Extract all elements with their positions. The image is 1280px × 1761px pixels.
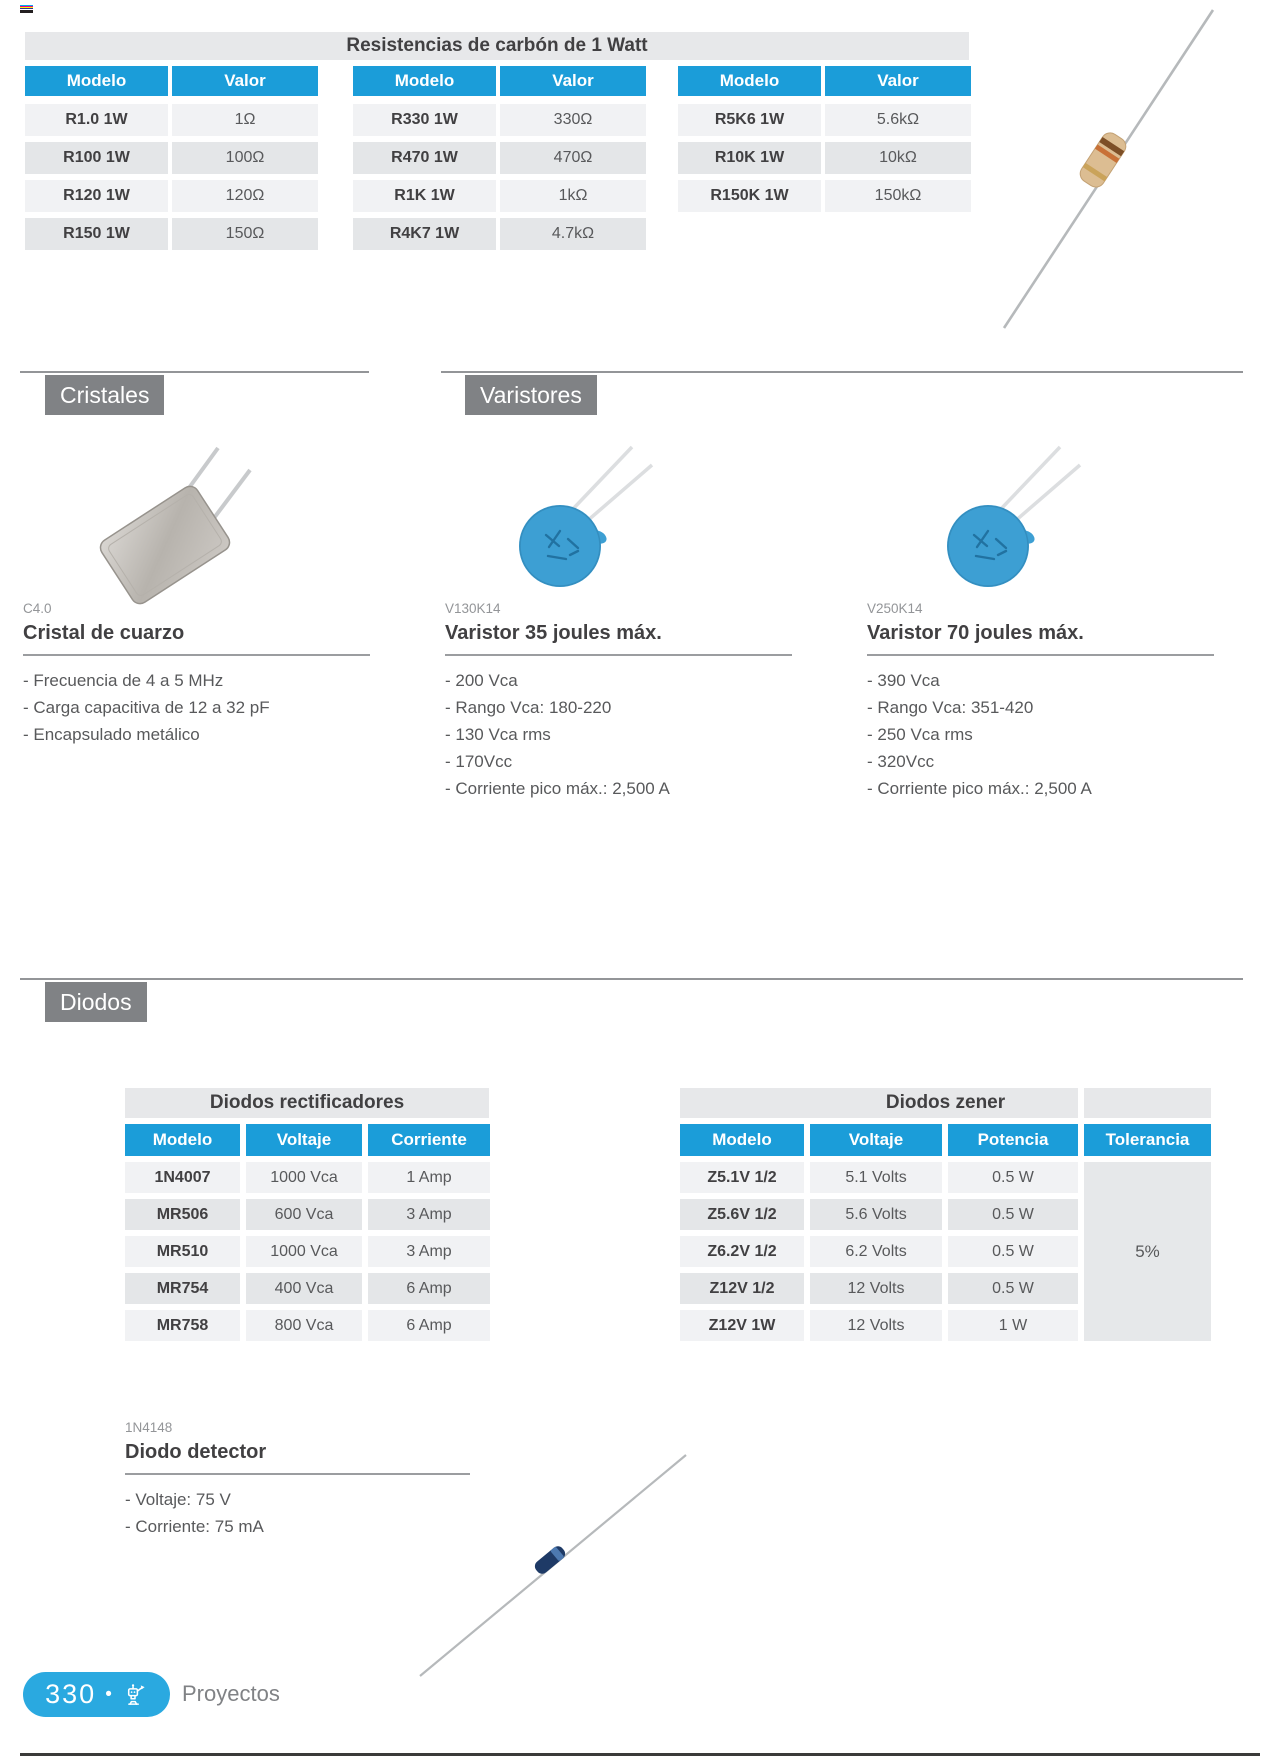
table-row bbox=[680, 1199, 1078, 1230]
column-header: Modelo bbox=[125, 1124, 240, 1156]
column-header: Valor bbox=[500, 66, 646, 96]
section-label-cristales: Cristales bbox=[45, 375, 164, 415]
table-cell: 6 Amp bbox=[368, 1273, 490, 1304]
diode-photo bbox=[405, 1440, 705, 1690]
table-row bbox=[25, 104, 318, 136]
table-cell: 330Ω bbox=[500, 104, 646, 136]
product-name: Cristal de cuarzo bbox=[23, 622, 185, 644]
table-cell: 0.5 W bbox=[948, 1199, 1078, 1230]
resistors-table-2 bbox=[353, 66, 646, 256]
table-cell: 150Ω bbox=[172, 218, 318, 250]
black-bar bbox=[20, 10, 33, 13]
table-cell: 0.5 W bbox=[948, 1273, 1078, 1304]
tolerance-merged-cell: 5% bbox=[1084, 1162, 1211, 1341]
table-header-row bbox=[680, 1124, 1211, 1156]
table-cell: MR758 bbox=[125, 1310, 240, 1341]
table-cell: 5.6kΩ bbox=[825, 104, 971, 136]
table-cell: 0.5 W bbox=[948, 1236, 1078, 1267]
table-cell: 5.1 Volts bbox=[810, 1162, 942, 1193]
resistors-table-1 bbox=[25, 66, 318, 256]
column-header: Modelo bbox=[678, 66, 821, 96]
table-row bbox=[353, 180, 646, 212]
table-cell: MR754 bbox=[125, 1273, 240, 1304]
table-row bbox=[125, 1162, 490, 1193]
product-spec: - 200 Vca bbox=[445, 671, 518, 690]
table-cell: Z12V 1W bbox=[680, 1310, 804, 1341]
column-header: Potencia bbox=[948, 1124, 1078, 1156]
column-header: Corriente bbox=[368, 1124, 490, 1156]
table-row bbox=[680, 1273, 1078, 1304]
section-label-varistores: Varistores bbox=[465, 375, 597, 415]
product-spec: - Corriente pico máx.: 2,500 A bbox=[867, 779, 1092, 798]
table-cell: R150K 1W bbox=[678, 180, 821, 212]
table-cell: 1Ω bbox=[172, 104, 318, 136]
product-code: V250K14 bbox=[867, 601, 923, 616]
table-cell: R100 1W bbox=[25, 142, 168, 174]
product-block-varistor-70j bbox=[867, 601, 1217, 802]
product-spec: - Corriente pico máx.: 2,500 A bbox=[445, 779, 670, 798]
table-row bbox=[678, 142, 971, 174]
rectifier-diodes-table bbox=[125, 1088, 490, 1347]
product-spec: - 170Vcc bbox=[445, 752, 513, 771]
table-row bbox=[25, 218, 318, 250]
table-cell: 100Ω bbox=[172, 142, 318, 174]
table-cell: R1K 1W bbox=[353, 180, 496, 212]
product-code: 1N4148 bbox=[125, 1420, 173, 1435]
table-cell: 150kΩ bbox=[825, 180, 971, 212]
table-cell: 6 Amp bbox=[368, 1310, 490, 1341]
table-cell: 800 Vca bbox=[246, 1310, 362, 1341]
page-number-badge bbox=[23, 1672, 170, 1717]
column-header: Valor bbox=[825, 66, 971, 96]
product-name: Varistor 35 joules máx. bbox=[445, 622, 662, 644]
table-row bbox=[125, 1199, 490, 1230]
bullet-separator: • bbox=[105, 1683, 112, 1705]
table-row bbox=[125, 1310, 490, 1341]
resistors-section-title: Resistencias de carbón de 1 Watt bbox=[25, 32, 969, 60]
table-row bbox=[125, 1273, 490, 1304]
product-block-varistor-35j bbox=[445, 601, 795, 802]
table-cell: Z5.1V 1/2 bbox=[680, 1162, 804, 1193]
print-registration-mark bbox=[20, 5, 33, 14]
product-spec: - 390 Vca bbox=[867, 671, 940, 690]
table-cell: R470 1W bbox=[353, 142, 496, 174]
table-title-row bbox=[680, 1088, 1211, 1118]
table-row bbox=[25, 142, 318, 174]
column-header: Valor bbox=[172, 66, 318, 96]
rule-divider bbox=[23, 654, 370, 656]
table-cell: R10K 1W bbox=[678, 142, 821, 174]
resistor-photo bbox=[985, 0, 1235, 345]
table-cell: R150 1W bbox=[25, 218, 168, 250]
product-spec: - Frecuencia de 4 a 5 MHz bbox=[23, 671, 224, 690]
product-code: V130K14 bbox=[445, 601, 501, 616]
table-cell: R120 1W bbox=[25, 180, 168, 212]
table-row bbox=[680, 1236, 1078, 1267]
column-header: Voltaje bbox=[246, 1124, 362, 1156]
table-cell: Z5.6V 1/2 bbox=[680, 1199, 804, 1230]
table-cell: 1 W bbox=[948, 1310, 1078, 1341]
page-bottom-rule bbox=[20, 1753, 1260, 1756]
column-header: Modelo bbox=[25, 66, 168, 96]
table-cell: 10kΩ bbox=[825, 142, 971, 174]
product-name: Diodo detector bbox=[125, 1441, 267, 1463]
table-cell: R4K7 1W bbox=[353, 218, 496, 250]
footer-label: Proyectos bbox=[182, 1681, 280, 1706]
table-row bbox=[353, 218, 646, 250]
section-divider bbox=[20, 978, 1243, 980]
table-cell: 1000 Vca bbox=[246, 1236, 362, 1267]
product-spec: - Rango Vca: 180-220 bbox=[445, 698, 612, 717]
table-cell: 3 Amp bbox=[368, 1236, 490, 1267]
table-title: Diodos rectificadores bbox=[125, 1088, 489, 1118]
table-cell: 1 Amp bbox=[368, 1162, 490, 1193]
table-row bbox=[678, 180, 971, 212]
table-cell: Z12V 1/2 bbox=[680, 1273, 804, 1304]
table-cell: 1000 Vca bbox=[246, 1162, 362, 1193]
robot-mascot-icon bbox=[121, 1681, 148, 1708]
crystal-photo bbox=[60, 428, 320, 618]
product-block-crystal bbox=[23, 601, 373, 748]
table-cell: 600 Vca bbox=[246, 1199, 362, 1230]
product-name: Varistor 70 joules máx. bbox=[867, 622, 1084, 644]
section-divider bbox=[20, 371, 369, 373]
column-header: Voltaje bbox=[810, 1124, 942, 1156]
table-cell: 1N4007 bbox=[125, 1162, 240, 1193]
product-spec: - 250 Vca rms bbox=[867, 725, 973, 744]
table-header-row bbox=[353, 66, 646, 96]
table-cell: 12 Volts bbox=[810, 1273, 942, 1304]
table-cell: 470Ω bbox=[500, 142, 646, 174]
product-spec: - 130 Vca rms bbox=[445, 725, 551, 744]
table-row bbox=[678, 104, 971, 136]
table-cell: 5.6 Volts bbox=[810, 1199, 942, 1230]
zener-rows bbox=[680, 1162, 1078, 1347]
table-header-row bbox=[125, 1124, 490, 1156]
varistor-photo bbox=[480, 425, 730, 590]
table-cell: R330 1W bbox=[353, 104, 496, 136]
column-header: Modelo bbox=[680, 1124, 804, 1156]
column-header: Tolerancia bbox=[1084, 1124, 1211, 1156]
table-row bbox=[125, 1236, 490, 1267]
table-cell: MR506 bbox=[125, 1199, 240, 1230]
table-cell: MR510 bbox=[125, 1236, 240, 1267]
product-spec: - Rango Vca: 351-420 bbox=[867, 698, 1034, 717]
table-cell: 6.2 Volts bbox=[810, 1236, 942, 1267]
varistor-photo bbox=[908, 425, 1158, 590]
rule-divider bbox=[867, 654, 1214, 656]
zener-diodes-table bbox=[680, 1088, 1211, 1347]
product-spec: - Encapsulado metálico bbox=[23, 725, 200, 744]
table-row bbox=[353, 142, 646, 174]
table-cell: 120Ω bbox=[172, 180, 318, 212]
table-header-row bbox=[25, 66, 318, 96]
resistors-table-3 bbox=[678, 66, 971, 218]
table-cell: 3 Amp bbox=[368, 1199, 490, 1230]
table-cell: Z6.2V 1/2 bbox=[680, 1236, 804, 1267]
section-label-diodos: Diodos bbox=[45, 982, 147, 1022]
product-code: C4.0 bbox=[23, 601, 52, 616]
table-cell: R5K6 1W bbox=[678, 104, 821, 136]
product-spec: - Voltaje: 75 V bbox=[125, 1490, 231, 1509]
table-cell: 0.5 W bbox=[948, 1162, 1078, 1193]
table-cell: 1kΩ bbox=[500, 180, 646, 212]
table-row bbox=[680, 1310, 1078, 1341]
table-row bbox=[353, 104, 646, 136]
table-cell: 12 Volts bbox=[810, 1310, 942, 1341]
section-divider bbox=[441, 371, 1243, 373]
product-spec: - Carga capacitiva de 12 a 32 pF bbox=[23, 698, 270, 717]
table-title: Diodos zener bbox=[885, 1092, 1006, 1113]
table-cell: 400 Vca bbox=[246, 1273, 362, 1304]
product-spec: - 320Vcc bbox=[867, 752, 935, 771]
table-cell: R1.0 1W bbox=[25, 104, 168, 136]
table-row bbox=[680, 1162, 1078, 1193]
column-header: Modelo bbox=[353, 66, 496, 96]
color-stripes bbox=[20, 5, 33, 9]
rule-divider bbox=[445, 654, 792, 656]
page-number: 330 bbox=[45, 1679, 97, 1709]
product-spec: - Corriente: 75 mA bbox=[125, 1517, 264, 1536]
table-row bbox=[25, 180, 318, 212]
table-cell: 4.7kΩ bbox=[500, 218, 646, 250]
table-header-row bbox=[678, 66, 971, 96]
